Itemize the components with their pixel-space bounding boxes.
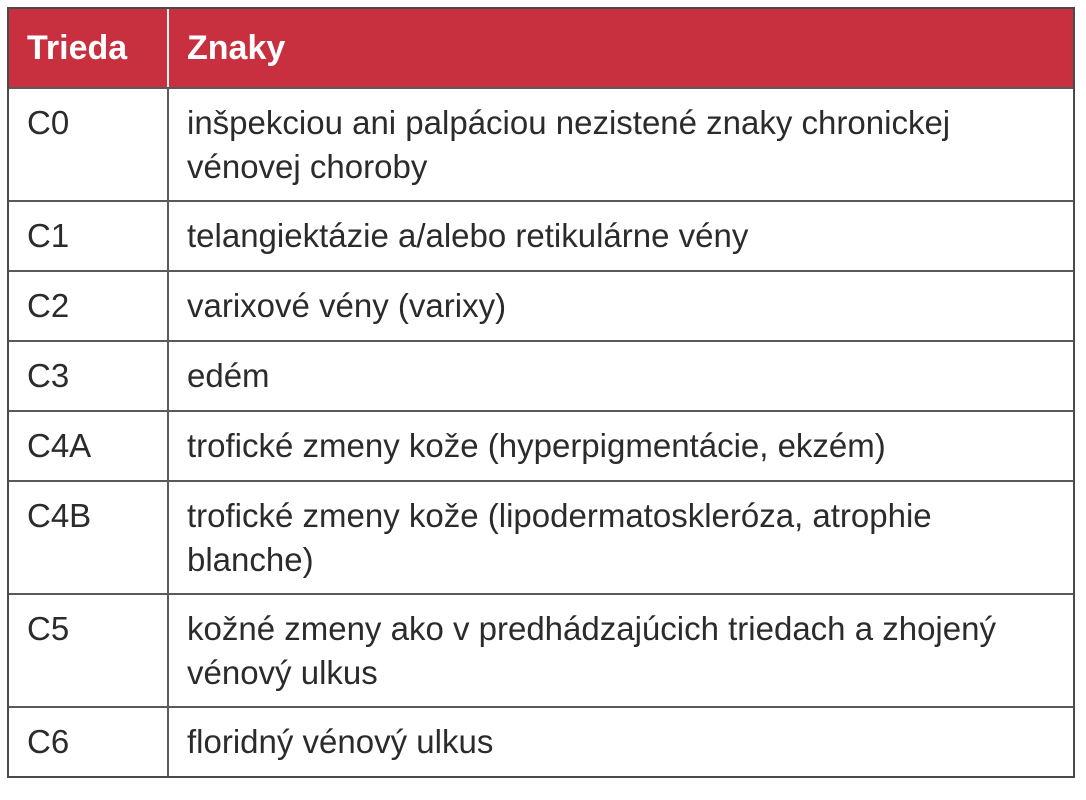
row-sign-cell: trofické zmeny kože (lipodermatoskleróza, atrophie blanche) [187,497,932,578]
row-sign-cell: trofické zmeny kože (hyperpigmentácie, ekzém) [187,427,886,464]
row-sign-cell: telangiektázie a/alebo retikulárne vény [187,217,749,254]
header-cell-trieda: Trieda [9,9,169,87]
row-class-cell: C0 [9,89,169,200]
table-row [9,410,1073,480]
row-sign-cell: floridný vénový ulkus [187,723,494,760]
row-class-cell: C1 [9,202,169,270]
row-class-cell: C5 [9,595,169,706]
table-row [9,270,1073,340]
table-row [9,480,1073,593]
row-class-cell: C4B [9,482,169,593]
row-class-cell: C3 [9,342,169,410]
row-sign-cell: inšpekciou ani palpáciou nezistené znaky chronickej vénovej choroby [187,104,951,185]
row-class-cell: C6 [9,708,169,776]
table-row [9,593,1073,706]
classification-table [7,7,1075,778]
row-class-cell: C4A [9,412,169,480]
table-row [9,340,1073,410]
table-header-row [9,9,1073,87]
table-row [9,87,1073,200]
header-cell-znaky: Znaky [187,29,286,67]
row-sign-cell: kožné zmeny ako v predhádzajúcich triedach a zhojený vénový ulkus [187,610,996,691]
row-sign-cell: edém [187,357,270,394]
table-row [9,706,1073,776]
table-row [9,200,1073,270]
row-sign-cell: varixové vény (varixy) [187,287,507,324]
row-class-cell: C2 [9,272,169,340]
